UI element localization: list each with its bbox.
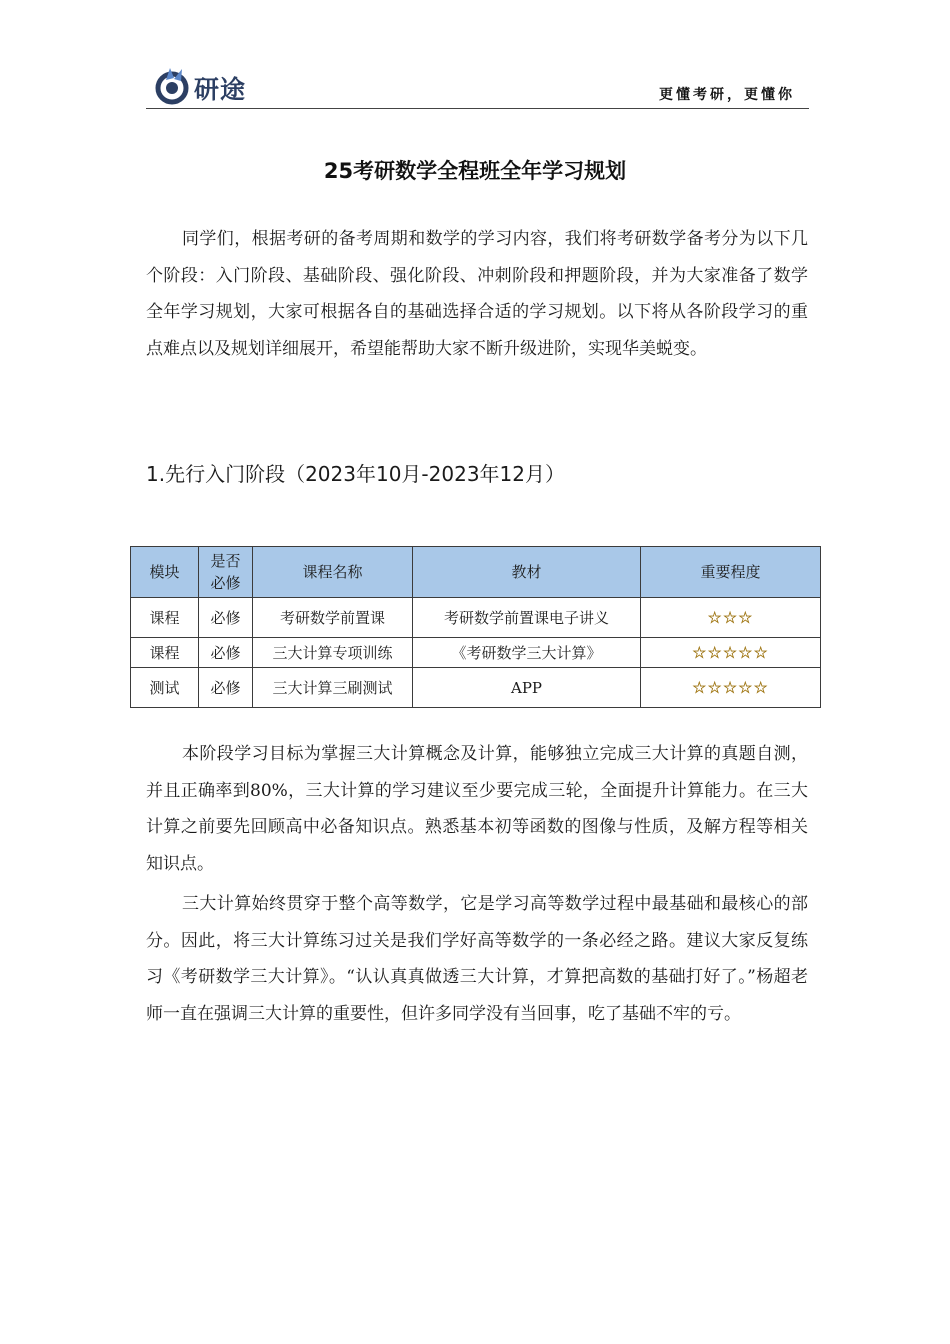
- cell-course: 考研数学前置课: [253, 598, 413, 638]
- table-row: [131, 598, 821, 638]
- table-row: [131, 668, 821, 708]
- cell-module: 课程: [131, 598, 199, 638]
- star-rating-icon: ☆☆☆☆☆: [692, 678, 769, 697]
- star-rating-icon: ☆☆☆: [707, 608, 754, 627]
- table-header-row: [131, 547, 821, 598]
- header-divider: [146, 108, 809, 109]
- cell-importance: [641, 638, 821, 668]
- section-heading: 1.先行入门阶段（2023年10月-2023年12月）: [146, 462, 565, 486]
- star-rating-icon: ☆☆☆☆☆: [692, 643, 769, 662]
- header-material: 教材: [413, 547, 641, 598]
- cell-material: 考研数学前置课电子讲义: [413, 598, 641, 638]
- intro-paragraph: 同学们，根据考研的备考周期和数学的学习内容，我们将考研数学备考分为以下几个阶段：入门阶段、基础阶段、强化阶段、冲刺阶段和押题阶段，并为大家准备了数学全年学习规划，大家可根据各自的基础选择合适的学习规划。以下将从各阶段学习的重点难点以及规划详细展开，希望能帮助大家不断升级进阶，实现华美蜕变。: [146, 229, 808, 359]
- rabbit-logo-icon: [152, 66, 192, 106]
- cell-required: 必修: [199, 598, 253, 638]
- header-required: 是否必修: [199, 547, 253, 598]
- cell-required: 必修: [199, 668, 253, 708]
- cell-course: 三大计算专项训练: [253, 638, 413, 668]
- body-paragraph-2: 三大计算始终贯穿于整个高等数学，它是学习高等数学过程中最基础和最核心的部分。因此，将三大计算练习过关是我们学好高等数学的一条必经之路。建议大家反复练习《考研数学三大计算》。“认认真真做透三大计算，才算把高数的基础打好了。”杨超老师一直在强调三大计算的重要性，但许多同学没有当回事，吃了基础不牢的亏。: [146, 894, 808, 1024]
- cell-module: 课程: [131, 638, 199, 668]
- header-slogan: 更懂考研，更懂你: [659, 87, 795, 103]
- body-paragraph-1: 本阶段学习目标为掌握三大计算概念及计算，能够独立完成三大计算的真题自测，并且正确率到80%，三大计算的学习建议至少要完成三轮，全面提升计算能力。在三大计算之前要先回顾高中必备知识点。熟悉基本初等函数的图像与性质，及解方程等相关知识点。: [146, 744, 808, 874]
- header-importance: 重要程度: [641, 547, 821, 598]
- cell-material: APP: [413, 668, 641, 708]
- cell-importance: [641, 668, 821, 708]
- header-module: 模块: [131, 547, 199, 598]
- study-plan-table: [130, 546, 821, 708]
- cell-importance: [641, 598, 821, 638]
- cell-course: 三大计算三刷测试: [253, 668, 413, 708]
- brand-name: 研途: [194, 75, 247, 104]
- cell-module: 测试: [131, 668, 199, 708]
- cell-material: 《考研数学三大计算》: [413, 638, 641, 668]
- cell-required: 必修: [199, 638, 253, 668]
- header-course: 课程名称: [253, 547, 413, 598]
- page-title: 25考研数学全程班全年学习规划: [323, 159, 627, 183]
- page-header: [146, 62, 809, 110]
- table-row: [131, 638, 821, 668]
